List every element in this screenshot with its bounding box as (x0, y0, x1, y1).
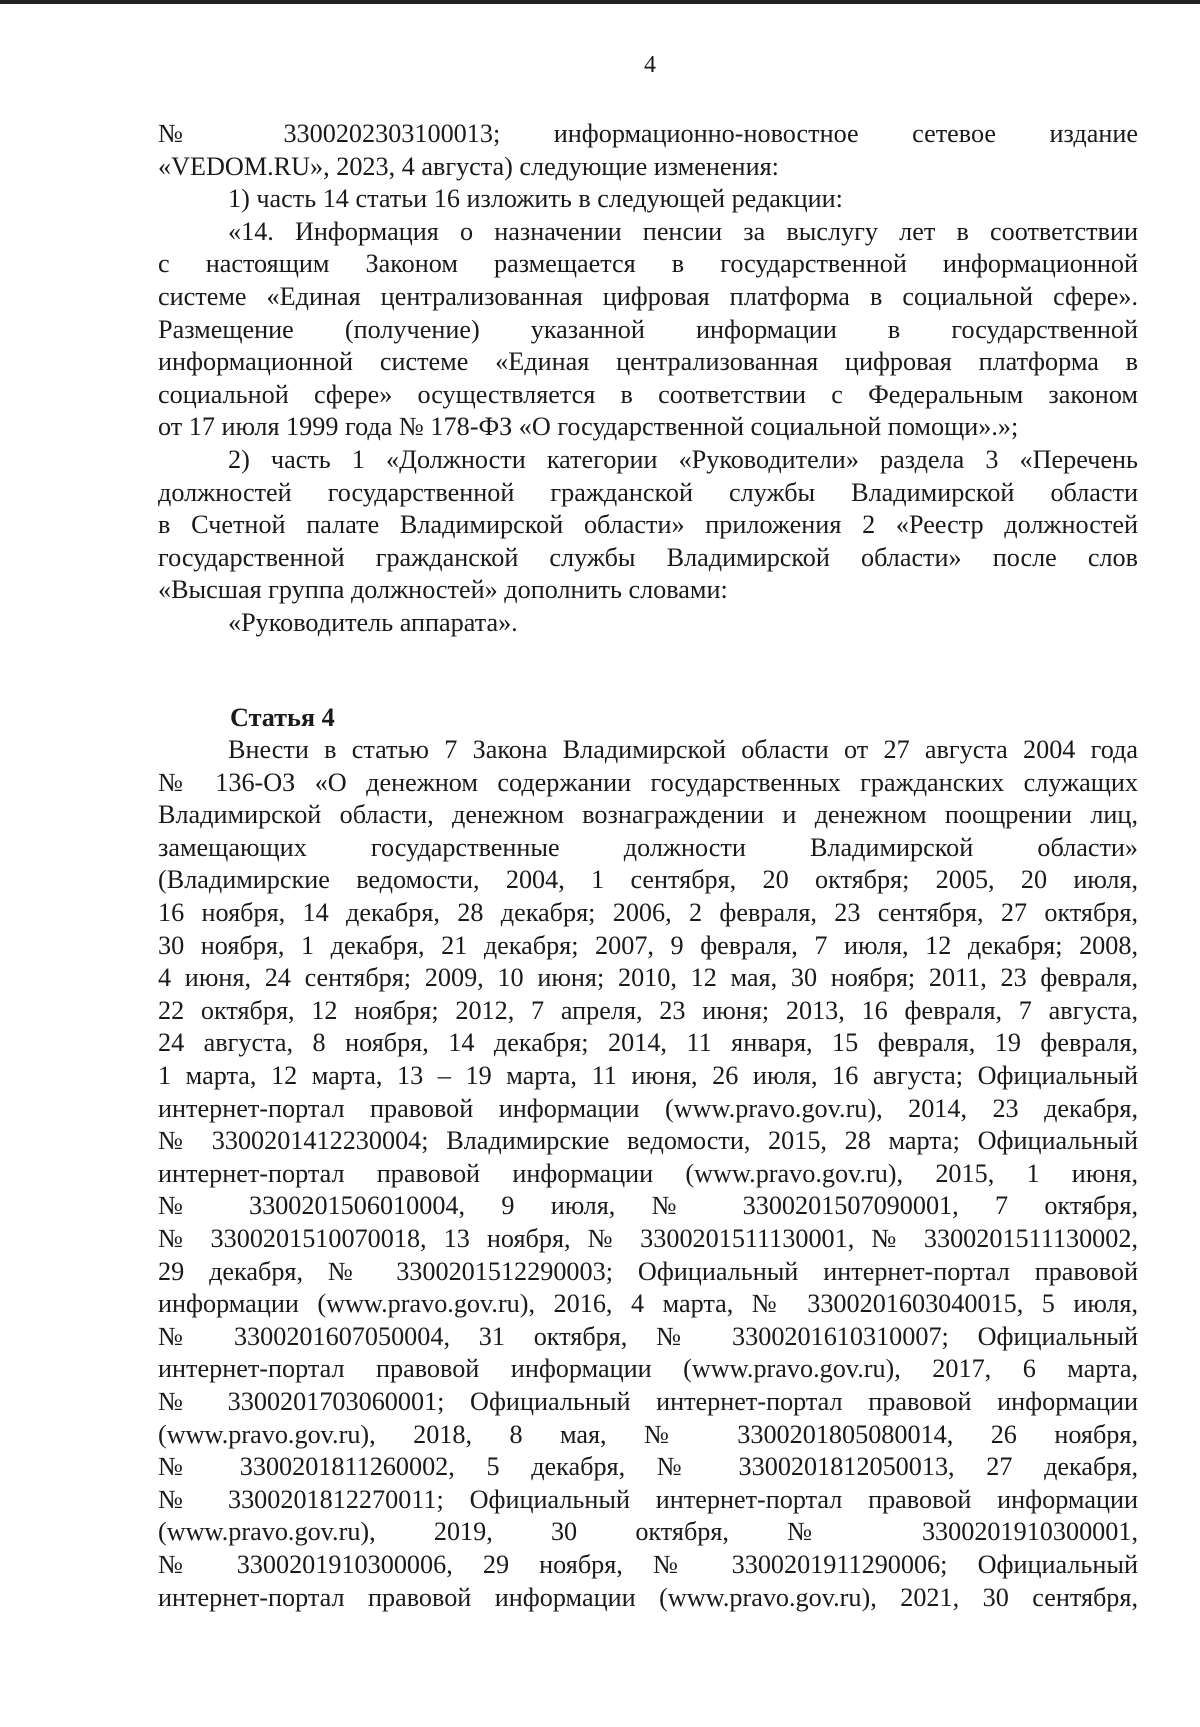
article4-line: интернет-портал правовой информации (www.pravo.gov.ru), 2021, 30 сентября, (158, 1582, 1138, 1612)
page-top-edge (0, 0, 1200, 4)
article4-line: интернет-портал правовой информации (www.pravo.gov.ru), 2015, 1 июня, (158, 1158, 1138, 1188)
article4-line: № 3300201506010004, 9 июля, № 3300201507090001, 7 октября, (158, 1191, 1138, 1221)
article4-line: 1 марта, 12 марта, 13 – 19 марта, 11 июня, 26 июля, 16 августа; Официальный (158, 1061, 1138, 1091)
item2-line: в Счетной палате Владимирской области» приложения 2 «Реестр должностей (158, 510, 1138, 540)
article4-line: № 136-ОЗ «О денежном содержании государственных гражданских служащих (158, 767, 1138, 797)
article4-line: 30 ноября, 1 декабря, 21 декабря; 2007, 9 февраля, 7 июля, 12 декабря; 2008, (158, 930, 1138, 960)
article4-line: интернет-портал правовой информации (www.pravo.gov.ru), 2014, 23 декабря, (158, 1093, 1138, 1123)
article4-line: (www.pravo.gov.ru), 2019, 30 октября, № 3300201910300001, (158, 1517, 1138, 1547)
article-4-paragraph (158, 734, 1138, 1614)
quote14-line: системе «Единая централизованная цифровая платформа в социальной сфере». (158, 281, 1138, 311)
item-2-addition (158, 607, 1138, 640)
article4-line: № 3300201412230004; Владимирские ведомости, 2015, 28 марта; Официальный (158, 1126, 1138, 1156)
article4-line: № 3300201910300006, 29 ноября, № 3300201911290006; Официальный (158, 1549, 1138, 1579)
article4-line: 29 декабря, № 3300201512290003; Официальный интернет-портал правовой (158, 1256, 1138, 1286)
article4-line: Владимирской области, денежном вознаграждении и денежном поощрении лиц, (158, 800, 1138, 830)
item-2-paragraph (158, 444, 1138, 607)
article4-line: № 3300201607050004, 31 октября, № 3300201610310007; Официальный (158, 1321, 1138, 1351)
intro-paragraph (158, 118, 1138, 183)
article4-line: 4 июня, 24 сентября; 2009, 10 июня; 2010, 12 мая, 30 ноября; 2011, 23 февраля, (158, 963, 1138, 993)
document-body (158, 118, 1138, 1614)
quote14-line: от 17 июля 1999 года № 178-ФЗ «О государственной социальной помощи».»; (158, 412, 1019, 442)
item-1-paragraph (158, 183, 1138, 216)
item2-line: государственной гражданской службы Владимирской области» после слов (158, 542, 1138, 572)
article4-line: № 3300201812270011; Официальный интернет-портал правовой информации (158, 1484, 1138, 1514)
item1-line: 1) часть 14 статьи 16 изложить в следующей редакции: (228, 184, 843, 214)
item2-line: «Высшая группа должностей» дополнить словами: (158, 575, 728, 605)
article-4-heading: Статья 4 (230, 702, 335, 732)
article4-line: № 3300201703060001; Официальный интернет-портал правовой информации (158, 1386, 1138, 1416)
quote14-line: информационной системе «Единая централизованная цифровая платформа в (158, 347, 1138, 377)
quote14-line: «14. Информация о назначении пенсии за выслугу лет в соответствии (228, 216, 1138, 246)
article4-line: № 3300201510070018, 13 ноября, № 3300201511130001, № 3300201511130002, (158, 1224, 1138, 1253)
section-gap (158, 640, 1138, 672)
article4-line: (www.pravo.gov.ru), 2018, 8 мая, № 3300201805080014, 26 ноября, (158, 1419, 1138, 1449)
article4-line: 16 ноября, 14 декабря, 28 декабря; 2006, 2 февраля, 23 сентября, 27 октября, (158, 898, 1138, 928)
article4-line: Внести в статью 7 Закона Владимирской области от 27 августа 2004 года (228, 735, 1138, 765)
quote14-line: с настоящим Законом размещается в государственной информационной (158, 249, 1138, 279)
article4-line: интернет-портал правовой информации (www.pravo.gov.ru), 2017, 6 марта, (158, 1354, 1138, 1384)
article4-line: 24 августа, 8 ноября, 14 декабря; 2014, 11 января, 15 февраля, 19 февраля, (158, 1028, 1138, 1058)
intro-line: № 3300202303100013; информационно-новостное сетевое издание (158, 119, 1138, 148)
item-2-addition-text: «Руководитель аппарата». (228, 607, 518, 637)
quote-14-paragraph (158, 216, 1138, 444)
article4-line: № 3300201811260002, 5 декабря, № 3300201812050013, 27 декабря, (158, 1452, 1138, 1482)
page-number: 4 (644, 52, 656, 78)
intro-line: «VEDOM.RU», 2023, 4 августа) следующие изменения: (158, 151, 779, 181)
article4-line: 22 октября, 12 ноября; 2012, 7 апреля, 23 июня; 2013, 16 февраля, 7 августа, (158, 995, 1138, 1025)
quote14-line: Размещение (получение) указанной информации в государственной (158, 314, 1138, 344)
article4-line: замещающих государственные должности Владимирской области» (158, 832, 1138, 862)
article4-line: (Владимирские ведомости, 2004, 1 сентября, 20 октября; 2005, 20 июля, (158, 865, 1138, 895)
article4-line: информации (www.pravo.gov.ru), 2016, 4 марта, № 3300201603040015, 5 июля, (158, 1289, 1138, 1319)
item2-line: должностей государственной гражданской службы Владимирской области (158, 477, 1138, 507)
quote14-line: социальной сфере» осуществляется в соответствии с Федеральным законом (158, 379, 1138, 409)
item2-line: 2) часть 1 «Должности категории «Руководители» раздела 3 «Перечень (228, 444, 1138, 474)
